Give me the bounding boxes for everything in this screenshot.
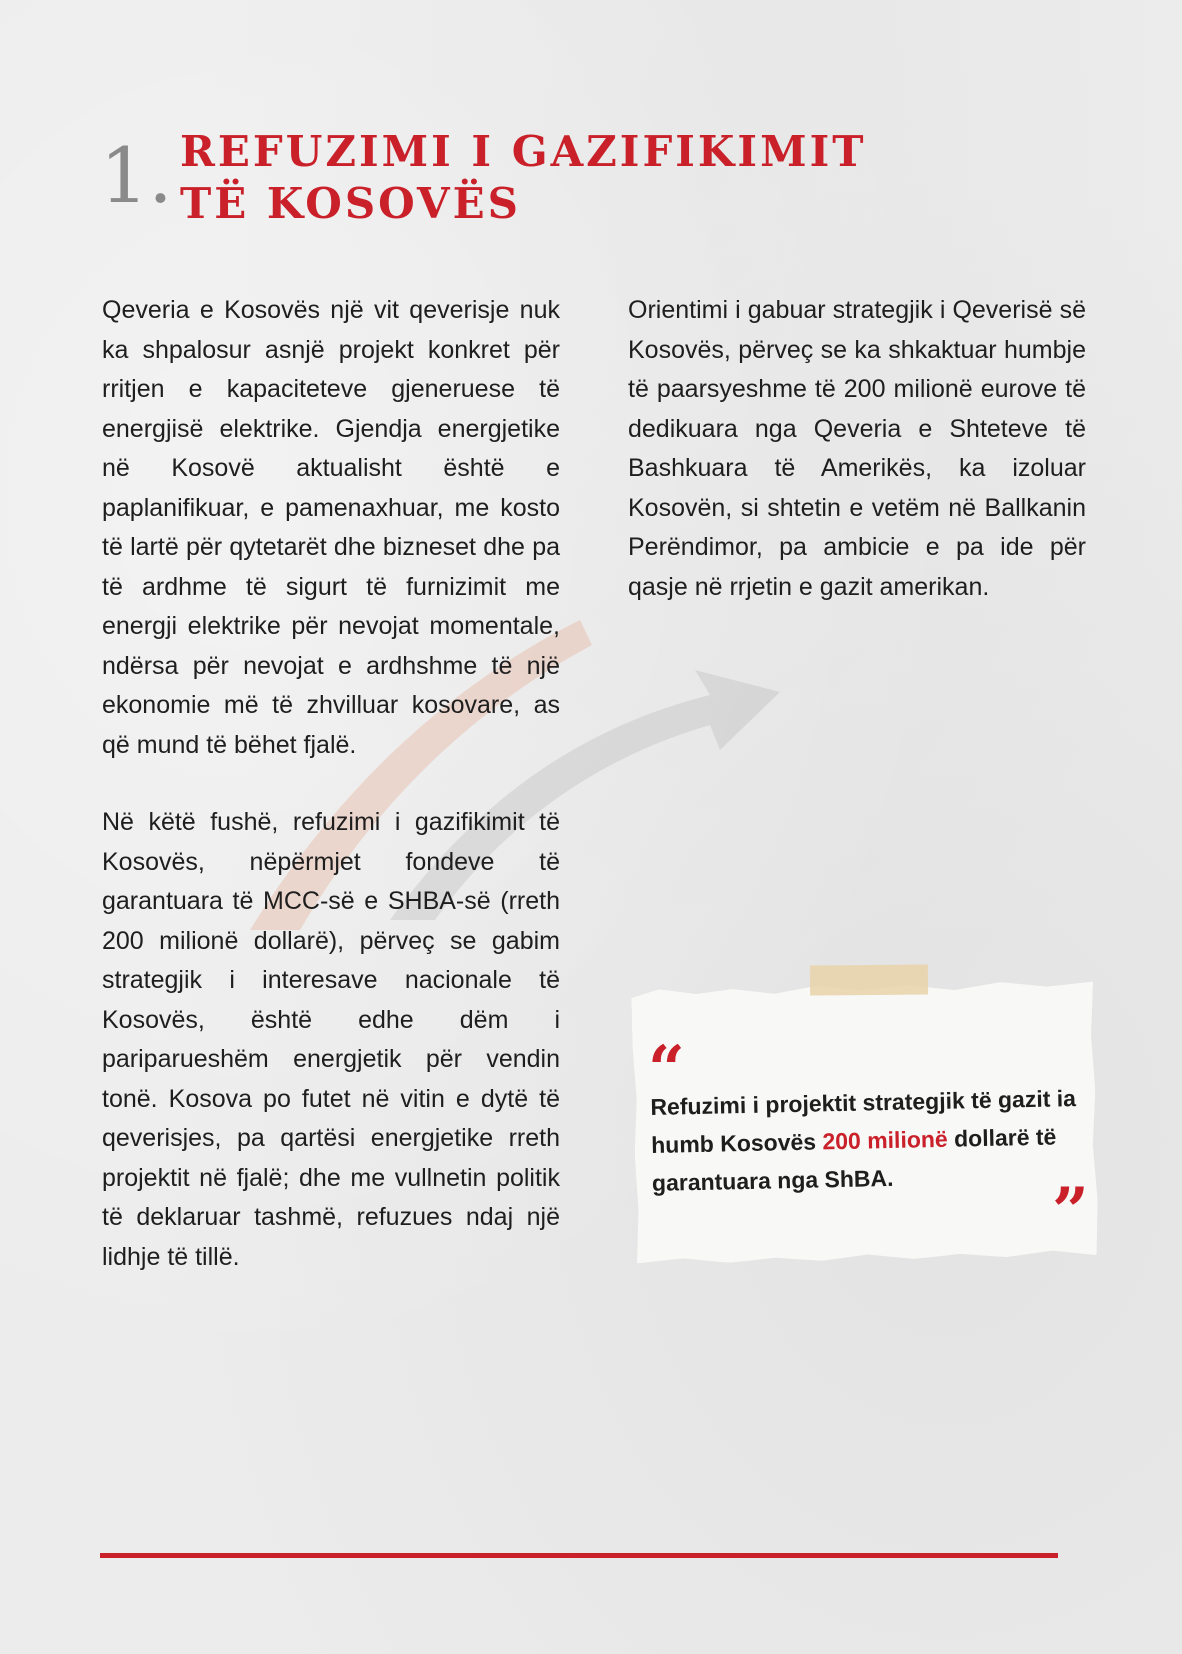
left-paragraph-2: Në këtë fushë, refuzimi i gazifikimit të Kosovës, nëpërmjet fondeve të garantuara të MCC-së e SHBA-së (rreth 200 milionë dollarë), përveç se gabim strategjik i interesave nacionale të Kosovës, është edhe dëm i pariparueshëm energjetik për vendin tonë. Kosova po futet në vitin e dytë të qeverisjes, pa qartësi energjetike rreth projektit në fjalë; dhe me vullnetin politik të deklaruar tashmë, refuzues ndaj një lidhje të tillë. bbox=[102, 808, 560, 1271]
right-paragraph-1: Orientimi i gabuar strategjik i Qeverisë së Kosovës, përveç se ka shkaktuar humbje të paarsyeshme të 200 milionë eurove të dedikuara nga Qeveria e Shteteve të Bashkuara të Amerikës, ka izoluar Kosovën, si shtetin e vetëm në Ballkanin Perëndimor, pa ambicie e pa ide për qasje në rrjetin e gazit amerikan. bbox=[628, 296, 1086, 601]
quote-open-mark: “ bbox=[648, 1032, 685, 1107]
left-paragraph-1: Qeveria e Kosovës një vit qeverisje nuk ka shpalosur asnjë projekt konkret për rritjen e kapaciteteve gjeneruese të energjisë elektrike. Gjendja energjetike në Kosovë aktualisht është e paplanifikuar, e pamenaxhuar, me kosto të lartë për qytetarët dhe bizneset dhe pa të ardhme të sigurt të furnizimit me energji elektrike për nevojat momentale, ndërsa për nevojat e ardhshme të një ekonomie më të zhvilluar kosovare, as që mund të bëhet fjalë. bbox=[102, 296, 560, 759]
section-number: 1. bbox=[100, 131, 173, 220]
section-title-line1: REFUZIMI I GAZIFIKIMIT bbox=[180, 127, 867, 176]
quote-text-before: Refuzimi i projektit strategjik të gazit ia humb Kosovës bbox=[650, 1085, 1077, 1158]
quote-highlight: 200 milionë bbox=[822, 1125, 948, 1155]
quote-text-after: dollarë të garantuara nga ShBA. bbox=[651, 1123, 1057, 1196]
right-column bbox=[628, 291, 1086, 607]
section-title bbox=[180, 126, 866, 230]
left-column bbox=[102, 291, 560, 1277]
tape-strip bbox=[810, 964, 928, 995]
quote-text bbox=[650, 1079, 1092, 1202]
section-title-line2: TË KOSOVËS bbox=[180, 179, 521, 228]
bottom-divider bbox=[100, 1553, 1058, 1558]
section-heading bbox=[100, 118, 1000, 238]
quote-close-mark: ” bbox=[1052, 1174, 1089, 1249]
